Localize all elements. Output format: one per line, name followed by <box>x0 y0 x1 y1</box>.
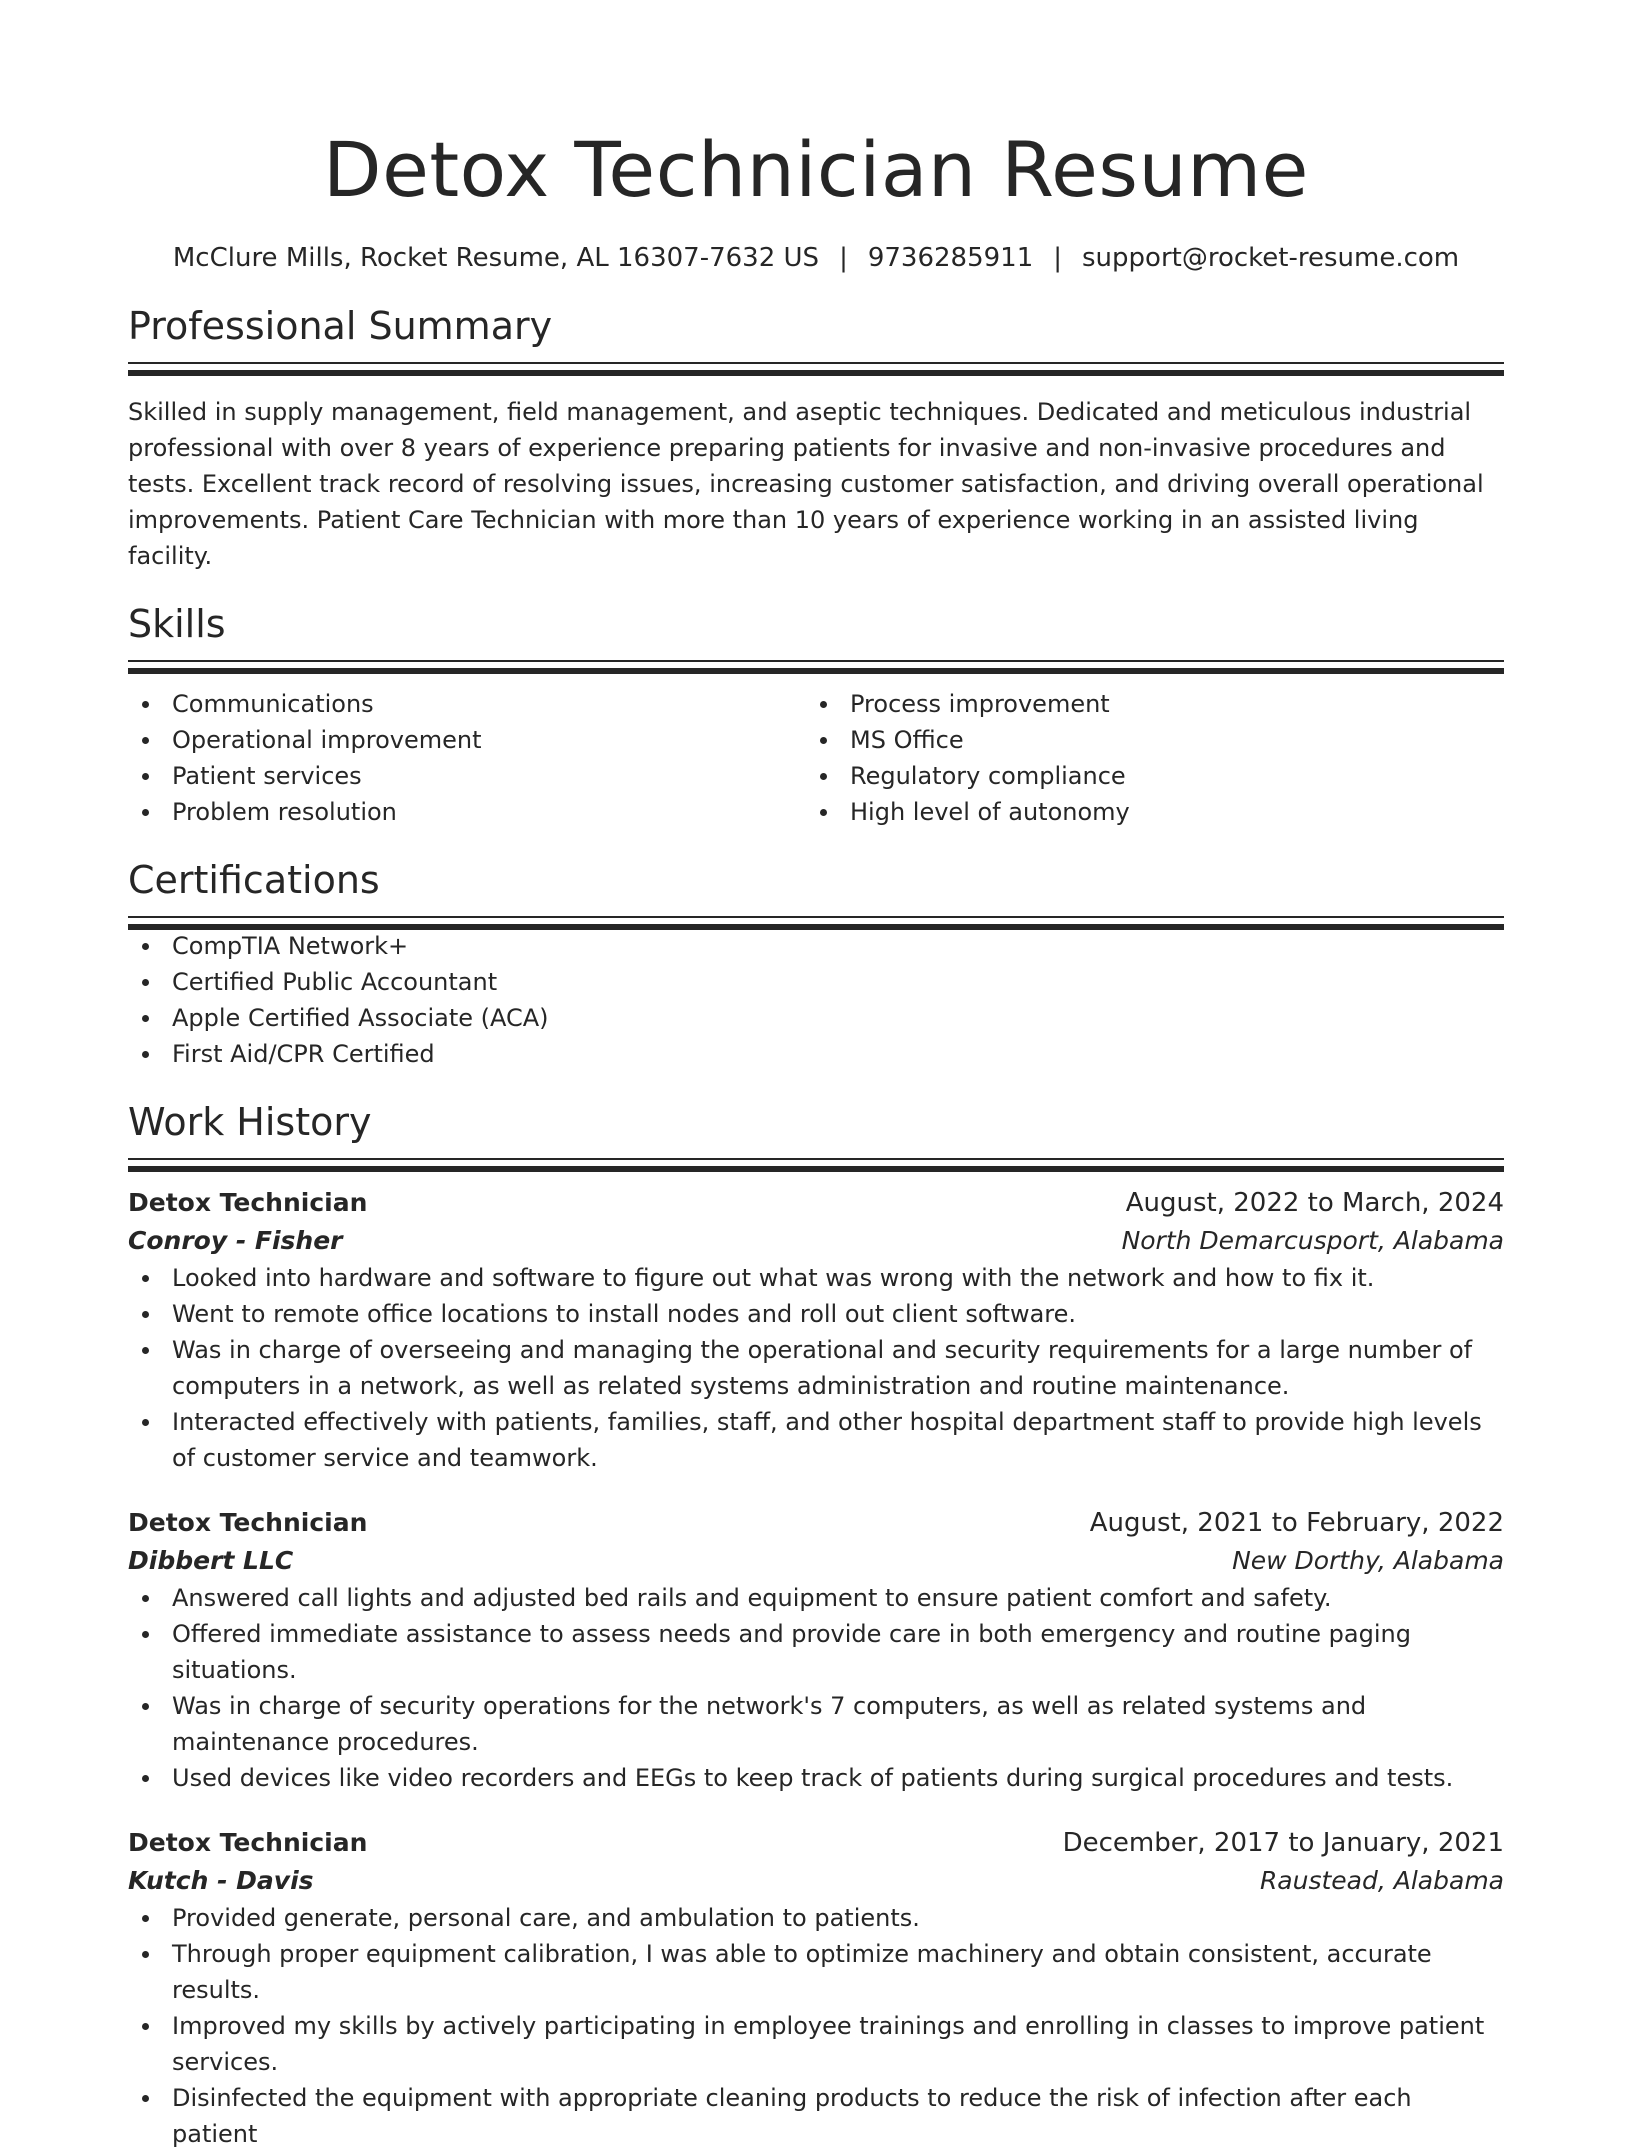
resume-page <box>128 0 1504 2152</box>
job-dates: December, 2017 to January, 2021 <box>1062 1828 1504 1858</box>
job-company: Conroy - Fisher <box>128 1226 343 1255</box>
job-duty-item: Used devices like video recorders and EEGs to keep track of patients during surgical procedures and tests. <box>128 1760 1504 1796</box>
job-duties-list <box>128 1260 1504 1476</box>
contact-address: McClure Mills, Rocket Resume, AL 16307-7632 US <box>172 243 820 273</box>
contact-line <box>128 240 1504 276</box>
certification-item: Apple Certified Associate (ACA) <box>128 1000 1504 1036</box>
section-divider <box>128 362 1504 374</box>
skill-item: High level of autonomy <box>806 794 1484 830</box>
section-heading-work-history: Work History <box>128 1100 372 1144</box>
skills-column-left <box>128 686 806 830</box>
job-company: Dibbert LLC <box>128 1546 294 1575</box>
section-divider <box>128 1158 1504 1170</box>
job-duties-list <box>128 1580 1504 1796</box>
contact-phone: 9736285911 <box>867 243 1034 273</box>
certification-item: Certified Public Accountant <box>128 964 1504 1000</box>
resume-title: Detox Technician Resume <box>323 125 1309 214</box>
job-location: Raustead, Alabama <box>1259 1866 1504 1895</box>
certifications-section <box>128 856 1504 1072</box>
job-duty-item: Offered immediate assistance to assess needs and provide care in both emergency and routine paging situations. <box>128 1616 1504 1688</box>
job-header-row <box>128 1824 1504 1862</box>
skill-item: Operational improvement <box>128 722 806 758</box>
job-duties-list <box>128 1900 1504 2152</box>
job-location: New Dorthy, Alabama <box>1232 1546 1504 1575</box>
summary-text: Skilled in supply management, field management, and aseptic techniques. Dedicated and meticulous industrial professional with over 8 years of experience preparing patients for invasive and non-invasive procedures and tests. Excellent track record of resolving issues, increasing customer satisfaction, and driving overall operational improvements. Patient Care Technician with more than 10 years of experience working in an assisted living facility. <box>128 398 1484 570</box>
job-duty-item: Interacted effectively with patients, families, staff, and other hospital department staff to provide high levels of customer service and teamwork. <box>128 1404 1504 1476</box>
certification-item: CompTIA Network+ <box>128 928 1504 964</box>
job-title: Detox Technician <box>128 1188 368 1217</box>
job-location: North Demarcusport, Alabama <box>1121 1226 1504 1255</box>
skills-grid <box>128 686 1504 830</box>
contact-separator: | <box>839 243 848 273</box>
work-history-section <box>128 1098 1504 2152</box>
job-duty-item: Looked into hardware and software to figure out what was wrong with the network and how to fix it. <box>128 1260 1504 1296</box>
section-heading-certifications: Certifications <box>128 858 380 902</box>
section-heading-summary: Professional Summary <box>128 304 553 348</box>
contact-email: support@rocket-resume.com <box>1082 243 1460 273</box>
contact-separator: | <box>1053 243 1063 273</box>
job-duty-item: Improved my skills by actively participating in employee trainings and enrolling in classes to improve patient services. <box>128 2008 1504 2080</box>
skill-item: Problem resolution <box>128 794 806 830</box>
job-header-row <box>128 1184 1504 1222</box>
job-entry <box>128 1184 1504 1476</box>
job-entry <box>128 1504 1504 1796</box>
job-duty-item: Disinfected the equipment with appropriate cleaning products to reduce the risk of infection after each patient <box>128 2080 1504 2152</box>
job-employer-row <box>128 1222 1504 1260</box>
job-dates: August, 2022 to March, 2024 <box>1125 1188 1504 1218</box>
skill-item: Regulatory compliance <box>806 758 1484 794</box>
summary-section <box>128 302 1504 574</box>
section-divider <box>128 916 1504 928</box>
skill-item: MS Office <box>806 722 1484 758</box>
skill-item: Process improvement <box>806 686 1484 722</box>
job-duty-item: Answered call lights and adjusted bed rails and equipment to ensure patient comfort and safety. <box>128 1580 1504 1616</box>
section-divider <box>128 660 1504 672</box>
skills-column-right <box>806 686 1484 830</box>
job-employer-row <box>128 1862 1504 1900</box>
job-duty-item: Provided generate, personal care, and ambulation to patients. <box>128 1900 1504 1936</box>
certification-item: First Aid/CPR Certified <box>128 1036 1504 1072</box>
section-heading-skills: Skills <box>128 602 226 646</box>
job-duty-item: Went to remote office locations to install nodes and roll out client software. <box>128 1296 1504 1332</box>
job-entry <box>128 1824 1504 2152</box>
skill-item: Patient services <box>128 758 806 794</box>
job-employer-row <box>128 1542 1504 1580</box>
skills-section <box>128 600 1504 830</box>
job-title: Detox Technician <box>128 1828 368 1857</box>
job-dates: August, 2021 to February, 2022 <box>1089 1508 1504 1538</box>
job-duty-item: Was in charge of security operations for the network's 7 computers, as well as related systems and maintenance procedures. <box>128 1688 1504 1760</box>
job-company: Kutch - Davis <box>128 1866 314 1895</box>
job-header-row <box>128 1504 1504 1542</box>
skill-item: Communications <box>128 686 806 722</box>
certification-list <box>128 928 1504 1072</box>
job-duty-item: Through proper equipment calibration, I was able to optimize machinery and obtain consistent, accurate results. <box>128 1936 1504 2008</box>
job-duty-item: Was in charge of overseeing and managing the operational and security requirements for a large number of computers in a network, as well as related systems administration and routine maintenance. <box>128 1332 1504 1404</box>
job-title: Detox Technician <box>128 1508 368 1537</box>
